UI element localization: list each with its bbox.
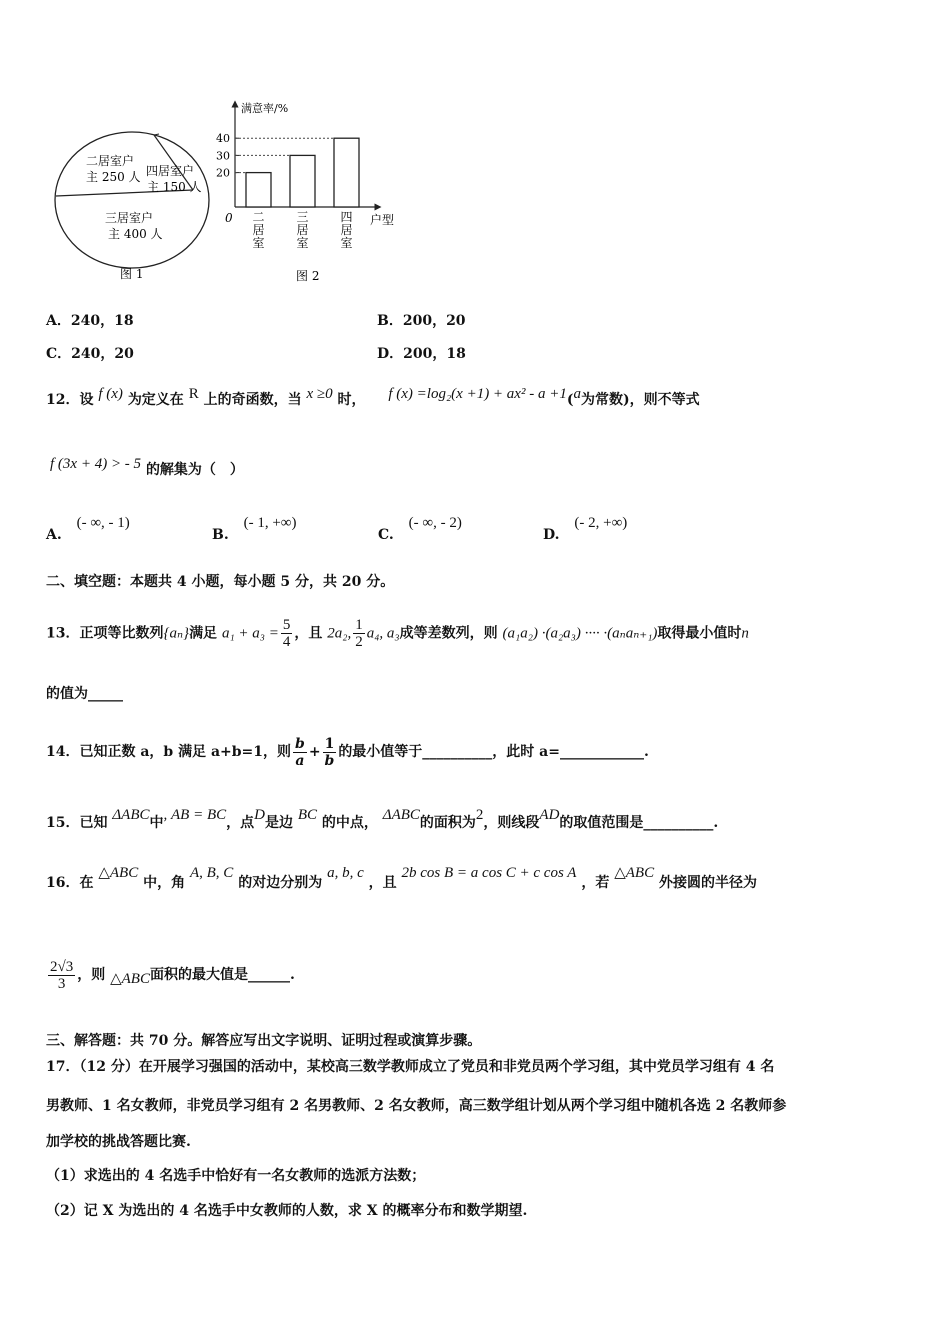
q12-stem-line2 <box>50 456 244 480</box>
q11-option-d-text: 200，18 <box>403 346 466 362</box>
figure-2-caption: 图 2 <box>296 269 320 283</box>
q13-n: n <box>741 625 749 642</box>
q13-text-3: ，且 <box>294 625 323 642</box>
q16-text-2: 中，角 <box>143 875 186 891</box>
y-tick-label: 30 <box>216 149 230 163</box>
q12-number: 12．设 <box>46 392 94 408</box>
bar-3 <box>334 138 359 207</box>
q13-sequence: {aₙ} <box>163 625 190 642</box>
q15-text-4: 是边 <box>264 815 293 831</box>
q16-triangle-3: △ABC <box>110 971 150 987</box>
x-category-label-char: 二 <box>252 210 265 224</box>
q14-plus: + <box>308 744 321 760</box>
x-category-label-char: 室 <box>296 236 309 250</box>
slice-label-4room-l2: 主 150 人 <box>147 180 202 194</box>
x-category-label-char: 三 <box>296 210 309 224</box>
q16-text-6: 外接圆的半径为 <box>658 875 757 891</box>
q13-text-4: 成等差数列，则 <box>399 625 498 642</box>
q12-condition: x ≥0 <box>306 386 333 402</box>
x-category-label-char: 室 <box>340 236 353 250</box>
q15-text-6: 的面积为 <box>419 815 476 831</box>
q13-fraction <box>281 617 293 650</box>
q13-stem <box>46 617 749 650</box>
q15-text-7: ，则线段 <box>483 815 540 831</box>
origin-label: 0 <box>225 211 233 225</box>
q12-option-b-label: B. <box>212 527 229 543</box>
q12-a-paren: ( <box>566 392 574 408</box>
x-category-label-char: 室 <box>252 236 265 250</box>
q13-half-num: 1 <box>355 617 363 633</box>
q15-text-5: 的中点， <box>321 815 378 831</box>
figure-1-caption: 图 1 <box>120 267 144 281</box>
q16-stem <box>46 865 757 893</box>
q15-triangle: ΔABC <box>112 807 150 823</box>
section-2-heading: 二、填空题：本题共 4 小题，每小题 5 分，共 20 分。 <box>46 574 395 590</box>
q12-text-4: 为常数)，则不等式 <box>580 392 700 408</box>
bar-1 <box>246 173 271 207</box>
q13-sum: a₁ + a₃ = <box>221 625 279 642</box>
slice-label-3room-l1: 三居室户 <box>105 211 154 225</box>
y-tick-label: 40 <box>216 132 230 146</box>
q16-text-1: 16．在 <box>46 875 94 891</box>
q11-option-d[interactable] <box>377 344 466 364</box>
bar-2 <box>290 155 315 207</box>
q13-stem-line2: 的值为_____ <box>46 686 123 702</box>
q15-point-d: D <box>254 807 265 823</box>
q16-text-3: 的对边分别为 <box>238 875 323 891</box>
q17-sub-2: （2）记 X 为选出的 4 名选手中女教师的人数，求 X 的概率分布和数学期望. <box>46 1203 528 1219</box>
q11-option-c-label: C． <box>46 346 72 362</box>
pie-divider-top <box>154 134 159 135</box>
q16-sides: a, b, c <box>327 865 364 881</box>
q12-option-c-interval: (- ∞, - 2) <box>408 515 462 531</box>
q14-text-1: 14．已知正数 a，b 满足 a+b=1，则 <box>46 744 292 760</box>
slice-label-4room-l1: 四居室户 <box>146 164 195 178</box>
q12-option-d[interactable] <box>543 515 628 545</box>
q13-fraction-den: 4 <box>282 634 291 650</box>
q11-option-a-text: 240，18 <box>70 313 134 329</box>
q12-option-c[interactable] <box>378 515 462 545</box>
q12-fx: f (x) <box>98 386 123 402</box>
q16-radius-num: 2√3 <box>50 958 74 975</box>
x-category-label-char: 四 <box>340 210 353 224</box>
q17-line-1: 17．（12 分）在开展学习强国的活动中，某校高三数学教师成立了党员和非党员两个学习组，其中党员学习组有 4 名 <box>46 1059 775 1075</box>
q13-text-1: 13．正项等比数列 <box>46 625 164 642</box>
q17-line-3: 加学校的挑战答题比赛. <box>46 1134 191 1150</box>
q14-stem <box>46 730 649 774</box>
q13-half-den: 2 <box>355 634 363 650</box>
q16-text-8: 面积的最大值是______. <box>149 967 295 983</box>
y-axis-label: 满意率/% <box>241 102 289 115</box>
q13-product: (a₁a₂) ·(a₂a₃) ···· ·(aₙaₙ₊₁) <box>502 625 658 642</box>
q13-terms-a: 2a₂, <box>327 625 352 642</box>
q16-text-5: ，若 <box>581 875 610 891</box>
q15-triangle-2: ΔABC <box>382 807 420 823</box>
q12-text-3: 时， <box>337 392 366 408</box>
q16-text-7: ，则 <box>77 967 106 983</box>
figure-2-bar-chart <box>212 98 412 288</box>
q16-triangle: △ABC <box>98 865 139 881</box>
q12-text-1: 为定义在 <box>127 392 184 408</box>
q13-half <box>353 617 365 650</box>
q16-equation: 2b cos B = a cos C + c cos A <box>401 865 577 881</box>
q11-option-a-label: A． <box>46 313 71 329</box>
q13-fraction-num: 5 <box>282 617 291 633</box>
q15-segment-ad: AD <box>539 807 560 823</box>
q14-text-2: 的最小值等于__________，此时 a=____________. <box>338 744 649 760</box>
q14-fraction-1-num: b <box>295 735 305 752</box>
q12-option-b[interactable] <box>212 515 297 545</box>
q16-radius-den: 3 <box>57 975 66 992</box>
x-category-label-char: 居 <box>296 223 309 237</box>
q15-text-1: 15．已知 <box>46 815 108 831</box>
q15-area-value: 2 <box>475 807 484 823</box>
q16-angles: A, B, C <box>189 865 234 881</box>
slice-label-2room-l1: 二居室户 <box>86 154 135 168</box>
q12-option-a-label: A. <box>46 527 62 543</box>
q17-line-2: 男教师、1 名女教师，非党员学习组有 2 名男教师、2 名女教师，高三数学组计划从两个学习组中随机各选 2 名教师参 <box>46 1098 787 1114</box>
q11-option-b[interactable] <box>377 311 466 331</box>
q14-fraction-2 <box>323 736 337 769</box>
q12-a-var: a <box>573 386 581 402</box>
q13-text-5: 取得最小值时 <box>657 625 742 642</box>
q15-text-8: 的取值范围是__________. <box>559 815 719 831</box>
q11-option-d-label: D． <box>377 346 404 362</box>
q15-equality: , AB = BC <box>163 807 227 823</box>
q11-option-a[interactable] <box>46 311 134 331</box>
q14-fraction-1-den: a <box>295 752 305 769</box>
q12-formula: f (x) =log₂(x +1) + ax² - a +1 <box>388 386 567 402</box>
q12-option-d-interval: (- 2, +∞) <box>574 515 628 531</box>
q12-R: R <box>188 386 199 402</box>
q12-stem <box>46 386 700 410</box>
pie-outline <box>55 132 209 268</box>
q15-text-3: ，点 <box>226 815 255 831</box>
y-tick-label: 20 <box>216 166 230 180</box>
x-category-label-char: 居 <box>252 223 265 237</box>
q15-text-2: 中 <box>149 815 164 831</box>
q16-stem-line2 <box>46 955 295 995</box>
q13-terms-b: a₄, a₃ <box>366 625 400 642</box>
q12-text-5: 的解集为（ ） <box>145 462 244 478</box>
q16-text-4: ，且 <box>368 875 397 891</box>
figure-1-pie <box>50 108 220 288</box>
x-axis-label: 户型 <box>370 213 395 227</box>
slice-label-3room-l2: 主 400 人 <box>108 227 163 241</box>
q12-text-2: 上的奇函数，当 <box>203 392 302 408</box>
slice-label-2room-l2: 主 250 人 <box>86 170 141 184</box>
q15-stem <box>46 807 719 833</box>
q14-fraction-2-num: 1 <box>324 735 335 752</box>
x-category-label-char: 居 <box>340 223 353 237</box>
section-3-heading: 三、解答题：共 70 分。解答应写出文字说明、证明过程或演算步骤。 <box>46 1033 482 1049</box>
q12-option-b-interval: (- 1, +∞) <box>243 515 297 531</box>
q12-option-a-interval: (- ∞, - 1) <box>76 515 130 531</box>
q11-option-c-text: 240，20 <box>71 346 134 362</box>
q15-side-bc: BC <box>297 807 318 823</box>
q13-text-2: 满足 <box>189 625 218 642</box>
q12-inequality: f (3x + 4) > - 5 <box>50 456 142 472</box>
q11-option-c[interactable] <box>46 344 134 364</box>
q16-radius-fraction <box>48 959 75 992</box>
q12-option-d-label: D. <box>543 527 560 543</box>
q17-sub-1: （1）求选出的 4 名选手中恰好有一名女教师的选派方法数； <box>46 1168 426 1184</box>
q12-option-c-label: C. <box>378 527 394 543</box>
q11-option-b-text: 200，20 <box>402 313 466 329</box>
q11-option-b-label: B． <box>377 313 403 329</box>
q12-option-a[interactable] <box>46 515 130 545</box>
q16-triangle-2: △ABC <box>614 865 655 881</box>
q14-fraction-2-den: b <box>324 752 335 769</box>
q14-fraction-1 <box>293 736 307 769</box>
